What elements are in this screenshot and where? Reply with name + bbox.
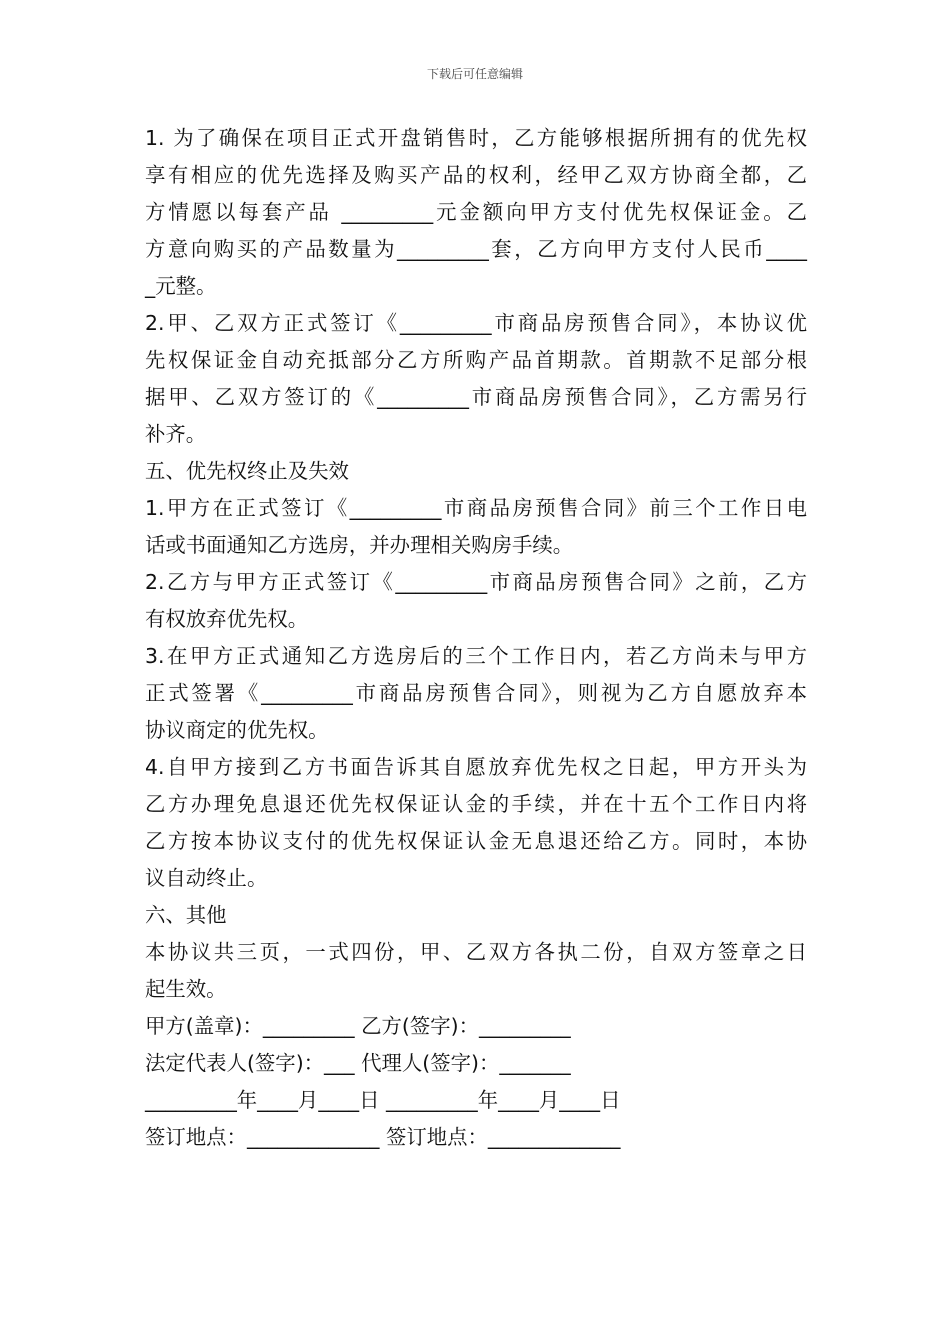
signature-line-places: 签订地点：_____________ 签订地点：_____________ (145, 1125, 621, 1149)
text-line: 协议商定的优先权。 (145, 718, 329, 742)
text-line: 4.自甲方接到乙方书面告诉其自愿放弃优先权之日起，甲方开头为 (145, 755, 807, 779)
text-line: 有权放弃优先权。 (145, 607, 309, 631)
text-line: 据甲、乙双方签订的《_________市商品房预售合同》，乙方需另行 (145, 385, 807, 409)
text-line: 享有相应的优先选择及购买产品的权利，经甲乙双方协商全都，乙 (145, 163, 807, 187)
text-line: 先权保证金自动充抵部分乙方所购产品首期款。首期款不足部分根 (145, 348, 807, 372)
text-line: 本协议共三页，一式四份，甲、乙双方各执二份，自双方签章之日 (145, 940, 807, 964)
text-line: 2.乙方与甲方正式签订《_________市商品房预售合同》之前，乙方 (145, 570, 807, 594)
text-line: 方意向购买的产品数量为_________套，乙方向甲方支付人民币____ (145, 237, 807, 261)
text-line: 补齐。 (145, 422, 207, 446)
text-line: 1.甲方在正式签订《_________市商品房预售合同》前三个工作日电 (145, 496, 807, 520)
section-heading: 五、优先权终止及失效 (145, 459, 349, 483)
text-line: 议自动终止。 (145, 866, 268, 890)
text-line: 乙方按本协议支付的优先权保证认金无息退还给乙方。同时，本协 (145, 829, 807, 853)
text-line: 起生效。 (145, 977, 227, 1001)
text-line: 方情愿以每套产品 _________元金额向甲方支付优先权保证金。乙 (145, 200, 807, 224)
page-header-note: 下载后可任意编辑 (426, 67, 523, 81)
signature-line-parties: 甲方(盖章)：_________ 乙方(签字)：_________ (145, 1014, 571, 1038)
section-heading: 六、其他 (145, 903, 227, 927)
text-line: _元整。 (145, 274, 217, 298)
document-body (145, 120, 807, 1156)
text-line: 正式签署《_________市商品房预售合同》，则视为乙方自愿放弃本 (145, 681, 807, 705)
signature-line-dates: _________年____月____日 _________年____月____日 (145, 1088, 621, 1112)
text-line: 乙方办理免息退还优先权保证认金的手续，并在十五个工作日内将 (145, 792, 807, 816)
text-line: 1. 为了确保在项目正式开盘销售时，乙方能够根据所拥有的优先权 (145, 126, 807, 150)
text-line: 3.在甲方正式通知乙方选房后的三个工作日内，若乙方尚未与甲方 (145, 644, 807, 668)
text-line: 话或书面通知乙方选房，并办理相关购房手续。 (145, 533, 574, 557)
signature-line-representatives: 法定代表人(签字)：___ 代理人(签字)：_______ (145, 1051, 571, 1075)
text-line: 2.甲、乙双方正式签订《_________市商品房预售合同》，本协议优 (145, 311, 807, 335)
